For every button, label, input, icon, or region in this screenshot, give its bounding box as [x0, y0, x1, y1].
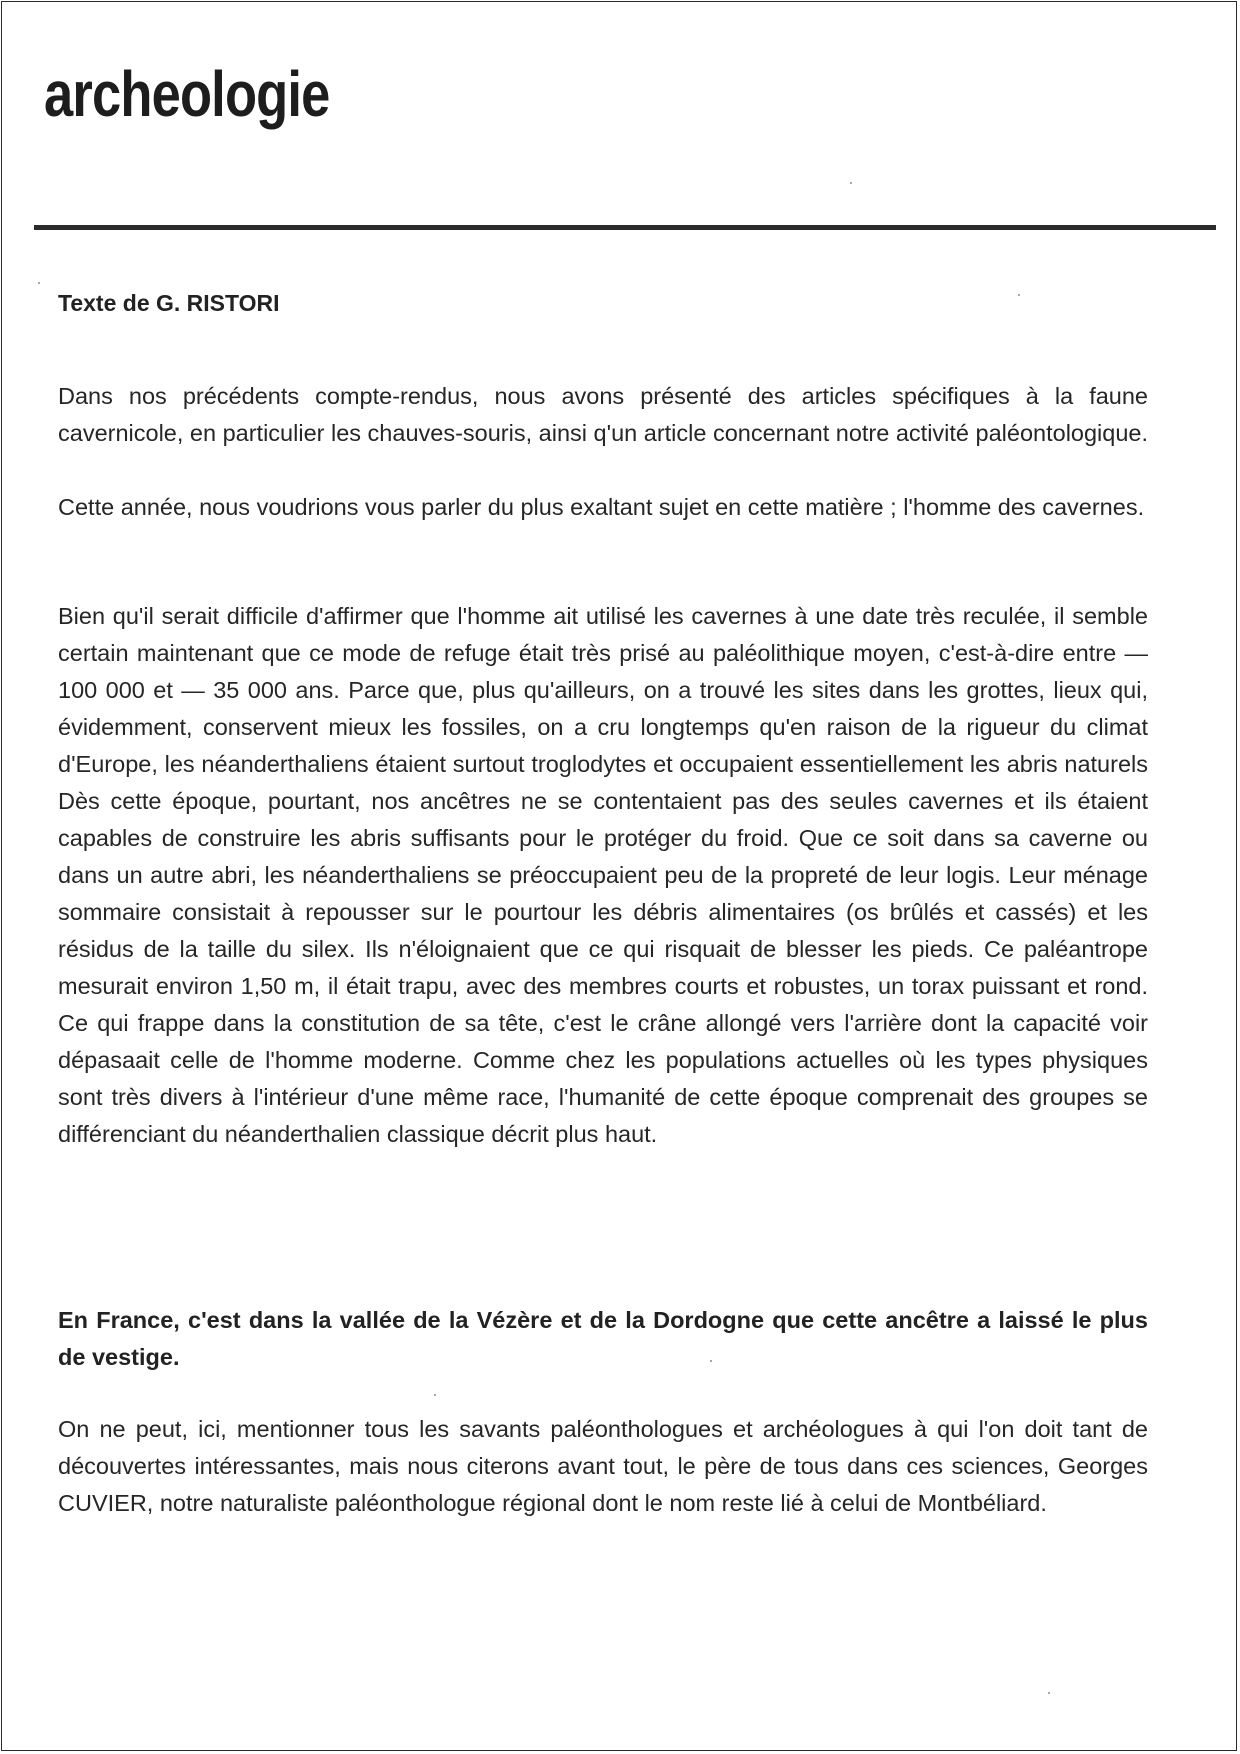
author-byline: Texte de G. RISTORI	[58, 290, 280, 316]
intro-paragraph-2: Cette année, nous voudrions vous parler du plus exaltant sujet en cette matière ; l'homme des cavernes.	[58, 494, 1145, 520]
scan-speck	[1018, 294, 1020, 296]
scan-speck	[710, 1360, 712, 1362]
closing-paragraph: On ne peut, ici, mentionner tous les savants paléonthologues et archéologues à qui l'on doit tant de découvertes intéressantes, mais nous citerons avant tout, le père de tous dans ces sciences, Georges CUVIER, notre naturaliste paléonthologue régional dont le nom reste lié à celui de Montbéliard.	[58, 1416, 1148, 1516]
scan-speck	[1048, 1692, 1050, 1694]
france-heading: En France, c'est dans la vallée de la Vézère et de la Dordogne que cette ancêtre a laissé le plus de vestige.	[58, 1307, 1148, 1370]
main-paragraph: Bien qu'il serait difficile d'affirmer que l'homme ait utilisé les cavernes à une date très reculée, il semble certain maintenant que ce mode de refuge était très prisé au paléolithique moyen, c'est-à-dire entre — 100 000 et — 35 000 ans. Parce que, plus qu'ailleurs, on a trouvé les sites dans les grottes, lieux qui, évidemment, conservent mieux les fossiles, on a cru longtemps qu'en raison de la rigueur du climat d'Europe, les néanderthaliens étaient surtout troglodytes et occupaient essentiellement les abris naturels Dès cette époque, pourtant, nos ancêtres ne se contentaient pas des seules cavernes et ils étaient capables de construire les abris suffisants pour le protéger du froid. Que ce soit dans sa caverne ou dans un autre abri, les néanderthaliens se préoccupaient peu de la propreté de leur logis. Leur ménage sommaire consistait à repousser sur le pourtour les débris alimentaires (os brûlés et cassés) et les résidus de la taille du silex. Ils n'éloignaient que ce qui risquait de blesser les pieds. Ce paléantrope mesurait environ 1,50 m, il était trapu, avec des membres courts et robustes, un torax puissant et rond. Ce qui frappe dans la constitution de sa tête, c'est le crâne allongé vers l'arrière dont la capacité voir dépasaait celle de l'homme moderne. Comme chez les populations actuelles où les types physiques sont très divers à l'intérieur d'une même race, l'humanité de cette époque comprenait des groupes se différenciant du néanderthalien classique décrit plus haut.	[58, 603, 1148, 1147]
scan-speck	[434, 1394, 436, 1396]
intro-paragraph-1: Dans nos précédents compte-rendus, nous avons présenté des articles spécifiques à la faune cavernicole, en particulier les chauves-souris, ainsi q'un article concernant notre activité paléontologique.	[58, 383, 1149, 446]
title-divider	[34, 225, 1216, 230]
scan-speck	[850, 182, 852, 184]
page-title: archeologie	[44, 58, 330, 130]
scan-speck	[38, 282, 40, 284]
